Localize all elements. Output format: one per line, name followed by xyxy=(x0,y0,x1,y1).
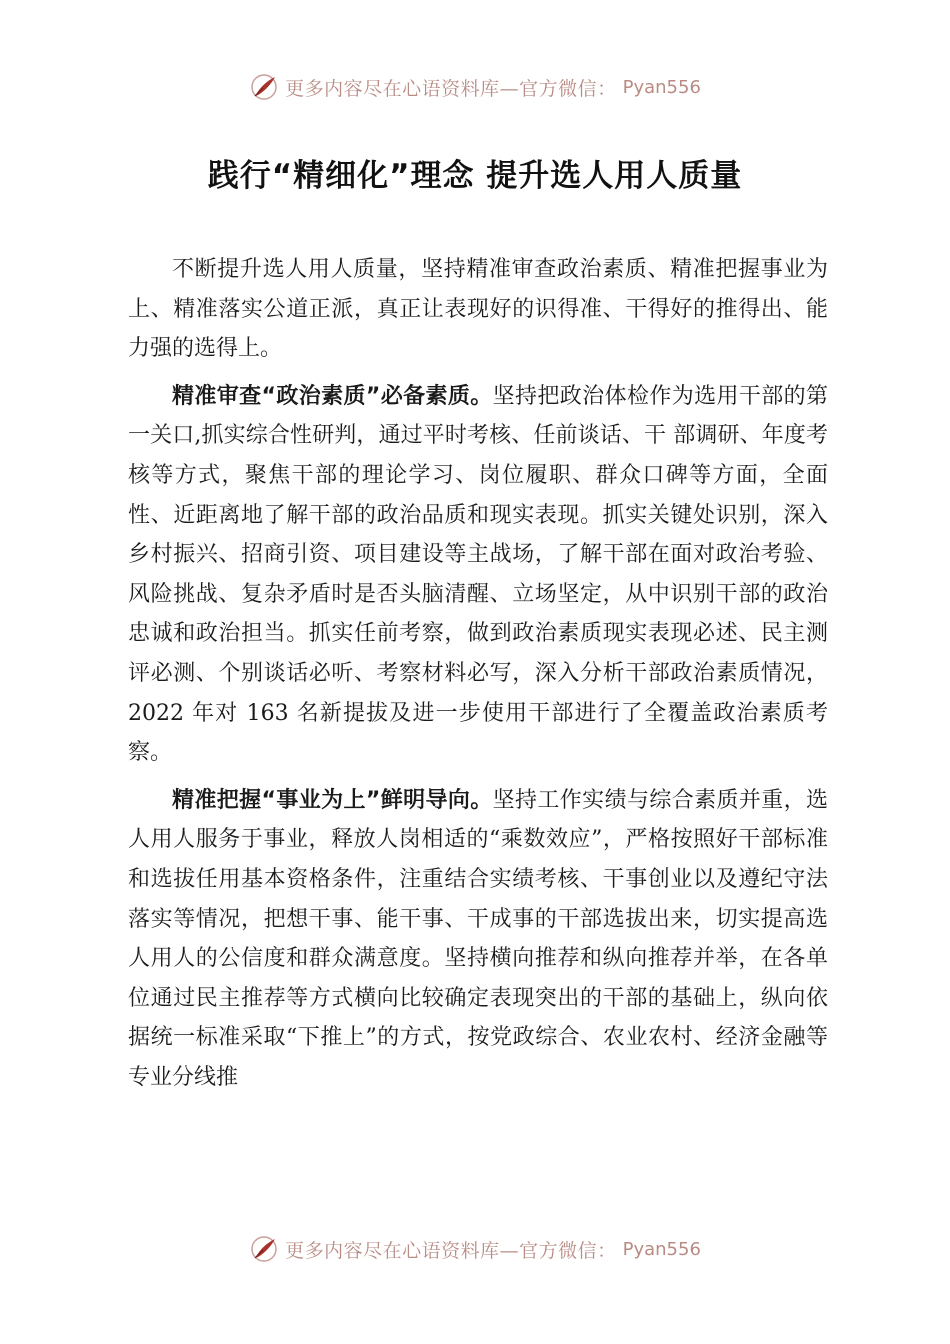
watermark-wechat-id: Pyan556 xyxy=(622,1238,701,1260)
document-title: 践行“精细化”理念 提升选人用人质量 xyxy=(207,158,743,194)
footer-watermark xyxy=(0,1234,950,1264)
paragraph-career-orientation xyxy=(128,781,828,1098)
paragraph-political-quality xyxy=(128,377,828,773)
paragraph-lead: 精准把握“事业为上”鲜明导向。 xyxy=(172,787,493,813)
paragraph-text: 不断提升选人用人质量，坚持精准审查政治素质、精准把握事业为上、精准落实公道正派，真正让表现好的识得准、干得好的推得出、能力强的选得上。 xyxy=(128,257,828,362)
paragraph-text: 坚持把政治体检作为选用干部的第一关口,抓实综合性研判，通过平时考核、任前谈话、干 部调研、年度考核等方式，聚焦干部的理论学习、岗位履职、群众口碑等方面，全面性、近距离地了解干部的政治品质和现实表现。抓实关键处识别，深入乡村振兴、招商引资、项目建设等主战场，了解干部在面对政治考验、风险挑战、复杂矛盾时是否头脑清醒、立场坚定，从中识别干部的政治忠诚和政治担当。抓实任前考察，做到政治素质现实表现必述、民主测评必测、个别谈话必听、考察材料必写，深入分析干部政治素质情况，2022 年对 163 名新提拔及进一步使用干部进行了全覆盖政治素质考察。 xyxy=(128,383,828,766)
watermark-text: 更多内容尽在心语资料库—官方微信： xyxy=(285,1239,617,1262)
paragraph-text: 坚持工作实绩与综合素质并重，选人用人服务于事业，释放人岗相适的“乘数效应”，严格按照好干部标准和选拔任用基本资格条件，注重结合实绩考核、干事创业以及遵纪守法落实等情况，把想干事、能干事、干成事的干部选拔出来，切实提高选人用人的公信度和群众满意度。坚持横向推荐和纵向推荐并举，在各单位通过民主推荐等方式横向比较确定表现突出的干部的基础上，纵向依据统一标准采取“下推上”的方式，按党政综合、农业农村、经济金融等专业分线推 xyxy=(128,787,828,1090)
paragraph-intro xyxy=(128,250,828,369)
quill-logo-icon xyxy=(249,1234,279,1264)
paragraph-lead: 精准审查“政治素质”必备素质。 xyxy=(172,383,493,409)
quill-logo-icon xyxy=(249,72,279,102)
watermark-text: 更多内容尽在心语资料库—官方微信： xyxy=(285,77,617,100)
watermark-wechat-id: Pyan556 xyxy=(622,76,701,98)
document-body xyxy=(128,250,828,1105)
header-watermark xyxy=(0,72,950,102)
